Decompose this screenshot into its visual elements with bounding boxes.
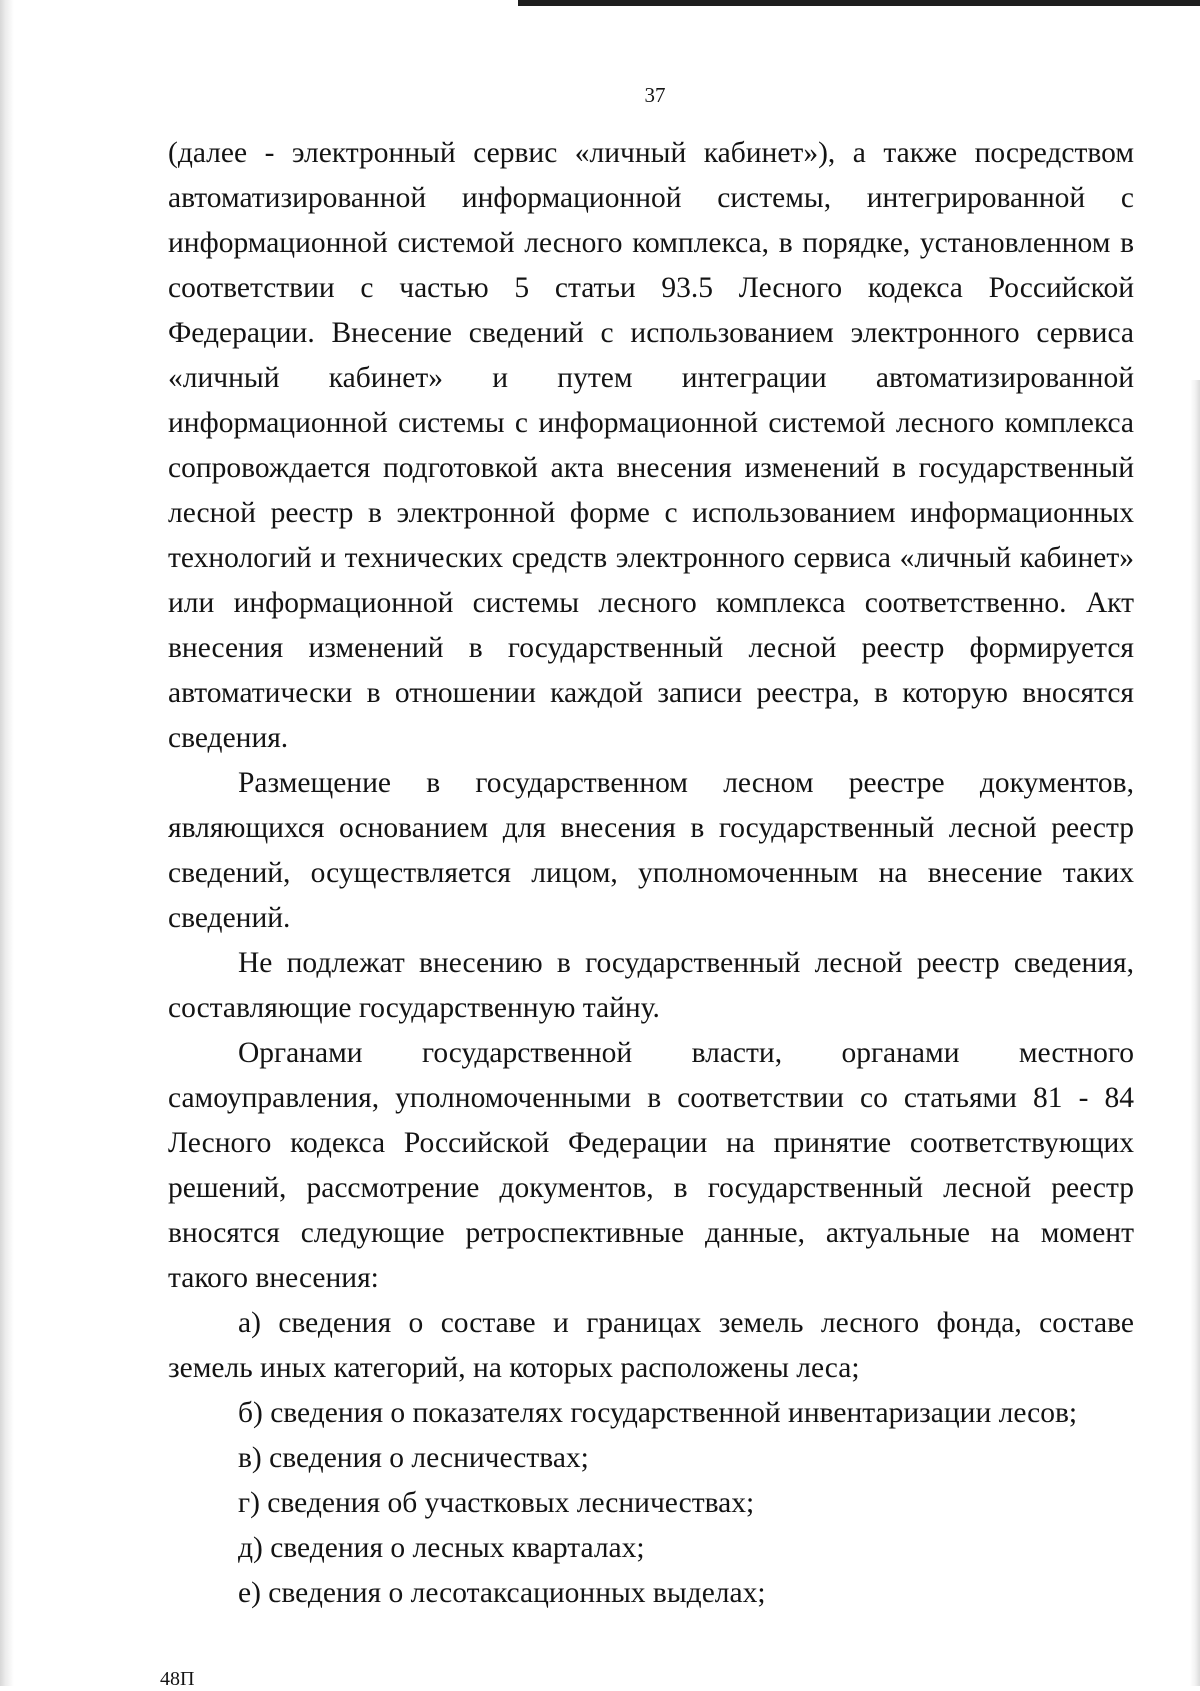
paragraph-continuation: (далее - электронный сервис «личный кабинет»), а также посредством автоматизированной информационной системы, интегрированной с информационной системой лесного комплекса, в порядке, установленном в соответствии с частью 5 статьи 93.5 Лесного кодекса Российской Федерации. Внесение сведений с использованием электронного сервиса «личный кабинет» и путем интеграции автоматизированной информационной системы с информационной системой лесного комплекса сопровождается подготовкой акта внесения изменений в государственный лесной реестр в электронной форме с использованием информационных технологий и технических средств электронного сервиса «личный кабинет» или информационной системы лесного комплекса соответственно. Акт внесения изменений в государственный лесной реестр формируется автоматически в отношении каждой записи реестра, в которую вносятся сведения. <box>168 137 1134 754</box>
list-item-g: г) сведения об участковых лесничествах; <box>238 1487 755 1519</box>
scan-edge-left <box>0 0 14 1686</box>
document-body <box>168 131 1134 1616</box>
scan-top-bar <box>518 0 1200 6</box>
scan-edge-right <box>1190 380 1200 1686</box>
paragraph-documents-placement: Размещение в государственном лесном реестре документов, являющихся основанием для внесения в государственный лесной реестр сведений, осуществляется лицом, уполномоченным на внесение таких сведений. <box>168 767 1134 934</box>
page-number: 37 <box>644 83 666 107</box>
paragraph-state-secret: Не подлежат внесению в государственный лесной реестр сведения, составляющие государственную тайну. <box>168 947 1134 1024</box>
list-item-b: б) сведения о показателях государственной инвентаризации лесов; <box>238 1397 1078 1429</box>
list-item-a: а) сведения о составе и границах земель лесного фонда, составе земель иных категорий, на которых расположены леса; <box>168 1307 1134 1384</box>
footer-document-code: 48П <box>160 1668 195 1690</box>
list-item-v: в) сведения о лесничествах; <box>238 1442 589 1474</box>
list-item-d: д) сведения о лесных кварталах; <box>238 1532 645 1564</box>
paragraph-retrospective-data: Органами государственной власти, органами местного самоуправления, уполномоченными в соответствии со статьями 81 - 84 Лесного кодекса Российской Федерации на принятие соответствующих решений, рассмотрение документов, в государственный лесной реестр вносятся следующие ретроспективные данные, актуальные на момент такого внесения: <box>168 1037 1134 1294</box>
list-item-e: е) сведения о лесотаксационных выделах; <box>238 1577 766 1609</box>
